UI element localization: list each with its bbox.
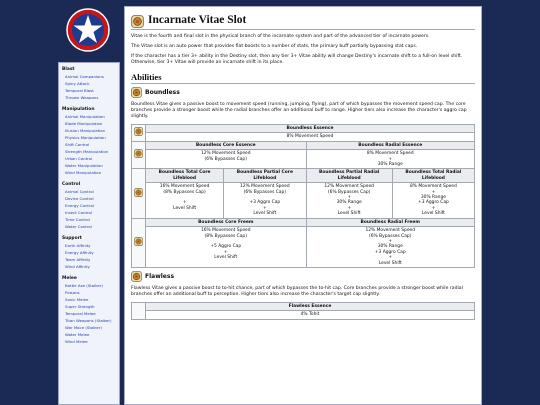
sidebar-link[interactable]: Water Control [65, 224, 92, 229]
page-title-row [131, 13, 475, 30]
ability-value-line: (6% Bypasses Cap) [327, 189, 371, 195]
sidebar-link[interactable]: Sonic Melee [65, 297, 89, 302]
ability-header: Boundless Essence [146, 125, 475, 133]
ability-value-line: + [388, 238, 393, 244]
sidebar-link[interactable]: Water Manipulation [65, 163, 103, 168]
sidebar-link[interactable]: Strength Manipulation [65, 149, 109, 154]
ability-value-line: (6% Bypasses Cap) [369, 233, 412, 239]
sidebar-link[interactable]: Illusion Manipulation [65, 128, 106, 133]
ability-value-line: 12% Movement Speed [365, 228, 416, 234]
ability-value-line: 12% Movement Speed [200, 151, 251, 157]
sidebar-link[interactable]: Poisons [65, 290, 80, 295]
sidebar-link[interactable]: Time Control [65, 217, 90, 222]
tier-icon-cell [132, 169, 146, 218]
ability-value-line: 12% Movement Speed [240, 184, 290, 190]
sidebar-link[interactable]: Urban Control [65, 156, 93, 161]
main-content [124, 6, 482, 405]
ability-header: Boundless Total Core Lifeblood [146, 169, 224, 183]
abilities-heading: Abilities [131, 72, 475, 84]
sidebar-link[interactable]: Blade Manipulation [65, 121, 103, 126]
ability-header: Boundless Core Freem [146, 218, 307, 226]
ability-value-line: (6% Bypasses Cap) [243, 189, 287, 195]
sidebar-link[interactable]: Wind Melee [65, 339, 88, 344]
sidebar-link[interactable]: Titan Weapons (Stalker) [65, 318, 112, 323]
flawless-heading [131, 271, 475, 282]
boundless-icon [131, 87, 142, 98]
boundless-table [131, 124, 475, 268]
ability-value-line: 8% Movement Speed [366, 151, 414, 157]
ability-value-line: + [347, 205, 351, 211]
sidebar-link[interactable]: Physics Manipulation [65, 135, 106, 140]
ability-value-line: +3 Aggro Cap [374, 249, 406, 255]
ability-value-line: + [431, 189, 436, 195]
ability-header: Boundless Total Radial Lifeblood [392, 169, 474, 183]
ability-value-line: 30% Range [377, 244, 403, 250]
sidebar-link[interactable]: Temporal Melee [65, 311, 96, 316]
sidebar-link[interactable]: Wind Manipulation [65, 170, 102, 175]
sidebar-link[interactable]: Thrown Weapons [65, 95, 99, 100]
ability-value-line: + [262, 205, 267, 211]
flawless-essence-header: Flawless Essence [146, 302, 475, 310]
ability-values [392, 183, 474, 218]
ability-header: Boundless Radial Essence [306, 141, 475, 149]
tier-icon-cell [132, 125, 146, 142]
ability-value-line: Level Shift [253, 211, 277, 217]
sidebar-link[interactable]: Water Melee [65, 332, 90, 337]
flawless-title: Flawless [145, 272, 175, 280]
tier-icon-cell [132, 141, 146, 169]
ability-value-line: + [431, 205, 436, 211]
ability-value-line: (8% Bypasses Cap) [204, 233, 247, 239]
sidebar-link[interactable]: Battle Axe (Stalker) [65, 283, 103, 288]
ability-header: Boundless Partial Radial Lifeblood [306, 169, 392, 183]
boundless-heading [131, 87, 475, 98]
ability-value-line: 12% Movement Speed [324, 184, 374, 190]
ability-values [306, 150, 475, 169]
ability-header: Boundless Core Essence [146, 141, 307, 149]
sidebar-heading: Control [62, 182, 81, 187]
sidebar-link[interactable]: Super Strength [65, 304, 95, 309]
ability-values [146, 183, 224, 218]
ability-value-line: + [388, 156, 393, 162]
ability-values [224, 183, 306, 218]
sidebar-link[interactable]: Device Control [65, 196, 94, 201]
sidebar-heading: Support [62, 236, 82, 241]
sidebar-link[interactable]: Energy Affinity [65, 250, 94, 255]
intro-paragraph: If the character has a tier 3+ ability in the Destiny slot, then any tier 3+ Vitae ability will change Destiny's incarnate shift to a full-on level shift. Otherwise, tier 3+ Vitae will provide an incarnate shift in its place. [131, 54, 463, 65]
ability-value-line: 30% Range [377, 162, 403, 168]
ability-value-line: + [388, 255, 393, 261]
ability-value-line: + [182, 200, 187, 206]
sidebar-link[interactable]: Insect Control [65, 210, 92, 215]
sidebar-link[interactable]: Team Affinity [65, 257, 91, 262]
sidebar-link[interactable]: Animal Companions [65, 74, 104, 79]
ability-values [146, 227, 307, 268]
sidebar-nav [58, 62, 120, 405]
ability-header: Boundless Partial Core Lifeblood [224, 169, 306, 183]
ability-values [306, 183, 392, 218]
ability-value-line: 30% Range [336, 200, 362, 206]
ability-value-line: 8% Movement Speed [410, 184, 457, 190]
sidebar-link[interactable]: Energy Control [65, 203, 94, 208]
sidebar-heading: Manipulation [62, 107, 95, 112]
ability-values [146, 150, 307, 169]
site-logo[interactable] [66, 8, 110, 52]
sidebar-link[interactable]: Temporal Blast [65, 88, 94, 93]
ability-value-line: 30% Range [420, 195, 446, 201]
ability-value-line: Level Shift [214, 255, 238, 261]
sidebar-link[interactable]: Animal Control [65, 189, 94, 194]
boundless-tier-icon [134, 237, 143, 246]
boundless-tier-icon [134, 127, 143, 136]
ability-value-line: + [347, 195, 351, 201]
ability-values: 8% Movement Speed [146, 133, 475, 141]
tier-icon-cell [132, 218, 146, 267]
ability-value-line: Level Shift [421, 211, 445, 217]
ability-value-line: (6% Bypasses Cap) [204, 156, 247, 162]
ability-value-line: 16% Movement Speed [200, 228, 251, 234]
boundless-tier-icon [134, 188, 143, 197]
ability-header: Boundless Radial Freem [306, 218, 475, 226]
sidebar-link[interactable]: Shift Control [65, 142, 90, 147]
ability-value-line: + [223, 249, 228, 255]
ability-value-line: 16% Movement Speed [159, 184, 210, 190]
boundless-tier-icon [134, 149, 143, 158]
sidebar-link[interactable]: Animal Manipulation [65, 114, 105, 119]
sidebar-link[interactable]: Earth Affinity [65, 243, 91, 248]
flawless-essence-value: 4% Tohit [146, 311, 475, 319]
ability-value-line: +3 Aggro Cap [249, 200, 281, 206]
flawless-description: Flawless Vitae gives a passive boost to to-hit chance, part of which bypasses the to-hit cap. Core branches provide a stronger boost while radial branches offer an additional buff to perception. Higher tiers also increase the character's target cap slightly. [131, 285, 463, 297]
intro-paragraph: The Vitae slot is an auto power that provides flat boosts to a number of stats, the primary buff partially bypassing stat caps. [131, 44, 418, 49]
sidebar-heading: Blast [62, 67, 75, 72]
sidebar-heading: Melee [62, 276, 77, 281]
ability-values [306, 227, 475, 268]
page-title: Incarnate Vitae Slot [148, 13, 247, 26]
boundless-description: Boundless Vitae gives a passive boost to movement speed (running, jumping, flying), part of which bypasses the movement speed cap. The core branches provide a stronger boost while the radial branches offer an additional buff to range. Higher tiers also increase the character's aggro cap slightly. [131, 102, 467, 119]
ability-value-line: Level Shift [173, 205, 197, 211]
sidebar-link[interactable]: War Mace (Stalker) [65, 325, 102, 330]
ability-value-line: +3 Aggro Cap [418, 200, 449, 206]
sidebar-link[interactable]: Spiny Attack [65, 81, 90, 86]
ability-value-line: Level Shift [378, 260, 402, 266]
sidebar-link[interactable]: Wind Affinity [65, 264, 90, 269]
ability-value-line: Level Shift [337, 211, 361, 217]
tier-icon-cell [132, 302, 146, 319]
ability-value-line: +5 Aggro Cap [210, 244, 242, 250]
flawless-icon [131, 271, 142, 282]
flawless-table [131, 302, 475, 320]
boundless-title: Boundless [145, 89, 180, 96]
incarnate-vitae-icon [131, 13, 144, 26]
intro-paragraph: Vitae is the fourth and final slot in the physical branch of the incarnate system and part of the advanced tier of incarnate powers. [131, 34, 430, 39]
ability-value-line: (8% Bypasses Cap) [163, 189, 206, 195]
